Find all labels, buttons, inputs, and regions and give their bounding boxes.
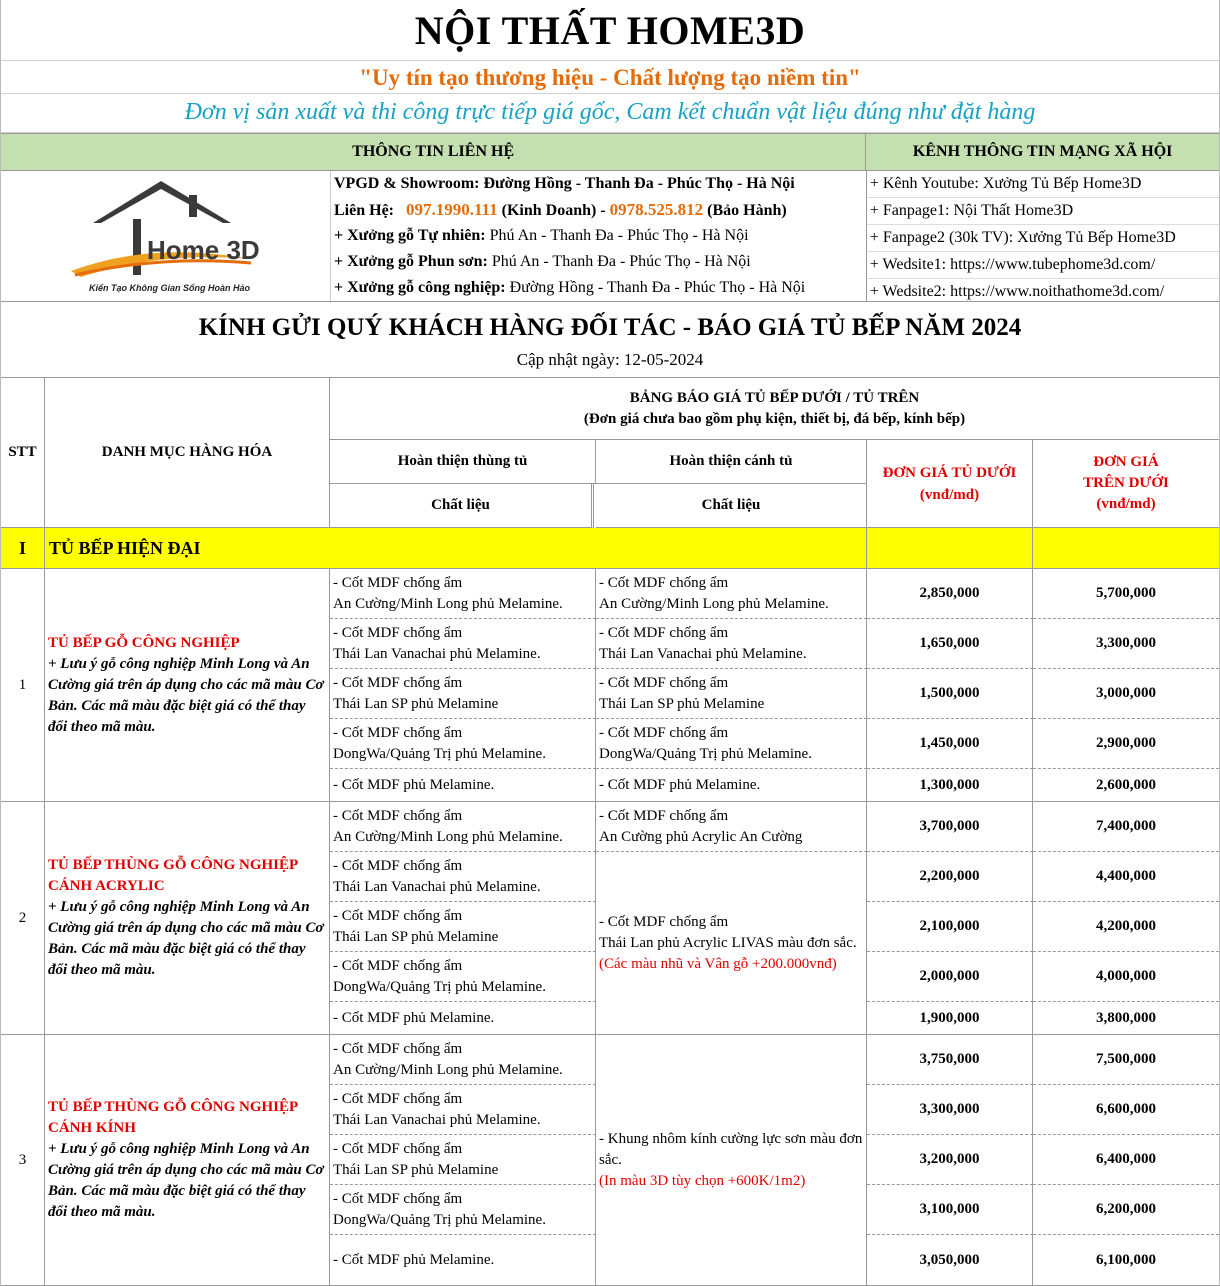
price-lower-cell: 1,450,000 bbox=[867, 719, 1033, 769]
section-empty-1 bbox=[867, 528, 1033, 569]
price-both-cell: 4,200,000 bbox=[1033, 902, 1219, 952]
price-both-cell: 6,100,000 bbox=[1033, 1235, 1219, 1286]
warranty-phone[interactable]: 0978.525.812 bbox=[609, 200, 704, 219]
social-heading: KÊNH THÔNG TIN MẠNG XÃ HỘI bbox=[912, 143, 1173, 160]
price-lower-cell: 2,100,000 bbox=[867, 902, 1033, 952]
price-lower-cell: 1,900,000 bbox=[867, 1002, 1033, 1035]
social-youtube[interactable]: + Kênh Youtube: Xưởng Tủ Bếp Home3D bbox=[867, 171, 1219, 198]
col-door-material: Chất liệu bbox=[596, 484, 867, 528]
brand-title: NỘI THẤT HOME3D bbox=[1, 0, 1219, 61]
contact-info bbox=[331, 171, 867, 301]
price-lower-cell: 3,200,000 bbox=[867, 1135, 1033, 1185]
price-both-cell: 6,600,000 bbox=[1033, 1085, 1219, 1135]
social-links bbox=[867, 171, 1219, 301]
group-header: BẢNG BÁO GIÁ TỦ BẾP DƯỚI / TỦ TRÊN (Đơn giá chưa bao gồm phụ kiện, thiết bị, đá bếp, kính bếp) bbox=[330, 378, 1219, 440]
price-lower-cell: 3,300,000 bbox=[867, 1085, 1033, 1135]
col-price-both: ĐƠN GIÁ TRÊN DƯỚI (vnđ/md) bbox=[1033, 440, 1219, 528]
svg-text:Home 3D: Home 3D bbox=[147, 235, 260, 265]
door-material-merged: - Cốt MDF chống ẩm Thái Lan phủ Acrylic LIVAS màu đơn sắc. (Các màu nhũ và Vân gỗ +200.000vnđ) bbox=[596, 852, 867, 1035]
workshop-paint: + Xưởng gỗ Phun sơn: Phú An - Thanh Đa - Phúc Thọ - Hà Nội bbox=[334, 253, 751, 270]
social-website1[interactable]: + Wedsite1: https://www.tubephome3d.com/ bbox=[867, 252, 1219, 279]
price-both-cell: 4,400,000 bbox=[1033, 852, 1219, 902]
showroom-address: VPGD & Showroom: Đường Hồng - Thanh Đa - Phúc Thọ - Hà Nội bbox=[334, 175, 795, 192]
social-website2[interactable]: + Wedsite2: https://www.noithathome3d.com/ bbox=[869, 283, 1165, 300]
group-stt: 3 bbox=[1, 1035, 45, 1286]
slogan: "Uy tín tạo thương hiệu - Chất lượng tạo niềm tin" bbox=[1, 61, 1219, 94]
company-description: Đơn vị sản xuất và thi công trực tiếp giá gốc, Cam kết chuẩn vật liệu đúng như đặt hàng bbox=[1, 94, 1219, 133]
price-lower-cell: 3,100,000 bbox=[867, 1185, 1033, 1235]
body-material-cell: - Cốt MDF chống ẩm An Cường/Minh Long phủ Melamine. bbox=[330, 802, 596, 852]
body-material-cell: - Cốt MDF chống ẩm Thái Lan SP phủ Melamine bbox=[330, 669, 596, 719]
price-lower-cell: 1,300,000 bbox=[867, 769, 1033, 802]
col-category: DANH MỤC HÀNG HÓA bbox=[45, 378, 330, 528]
workshop-industrial: + Xưởng gỗ công nghiệp: Đường Hồng - Thanh Đa - Phúc Thọ - Hà Nội bbox=[334, 279, 806, 296]
body-material-cell: - Cốt MDF chống ẩm Thái Lan Vanachai phủ Melamine. bbox=[330, 619, 596, 669]
price-lower-cell: 2,850,000 bbox=[867, 569, 1033, 619]
group-category: TỦ BẾP GỖ CÔNG NGHIỆP + Lưu ý gỗ công nghiệp Minh Long và An Cường giá trên áp dụng cho các mã màu Cơ Bản. Các mã màu đặc biệt giá có thể thay đổi theo mã màu. bbox=[45, 569, 330, 802]
body-material-cell: - Cốt MDF phủ Melamine. bbox=[330, 769, 596, 802]
social-fanpage2[interactable]: + Fanpage2 (30k TV): Xưởng Tủ Bếp Home3D bbox=[867, 225, 1219, 252]
col-body-finish: Hoàn thiện thùng tủ bbox=[330, 440, 596, 484]
col-door-finish: Hoàn thiện cánh tủ bbox=[596, 440, 867, 484]
section-number: I bbox=[1, 528, 45, 569]
price-lower-cell: 3,050,000 bbox=[867, 1235, 1033, 1286]
svg-text:Kiến Tạo Không Gian Sống Hoàn: Kiến Tạo Không Gian Sống Hoàn Hảo bbox=[89, 283, 250, 293]
social-fanpage1[interactable]: + Fanpage1: Nội Thất Home3D bbox=[867, 198, 1219, 225]
body-material-cell: - Cốt MDF chống ẩm Thái Lan SP phủ Melamine bbox=[330, 1135, 596, 1185]
col-price-lower: ĐƠN GIÁ TỦ DƯỚI (vnđ/md) bbox=[867, 440, 1033, 528]
price-both-cell: 5,700,000 bbox=[1033, 569, 1219, 619]
contact-body bbox=[1, 171, 1219, 302]
price-both-cell: 3,800,000 bbox=[1033, 1002, 1219, 1035]
price-both-cell: 3,300,000 bbox=[1033, 619, 1219, 669]
contact-heading: THÔNG TIN LIÊN HỆ bbox=[1, 134, 866, 170]
body-material-cell: - Cốt MDF chống ẩm An Cường/Minh Long phủ Melamine. bbox=[330, 1035, 596, 1085]
door-material-cell: - Cốt MDF chống ẩm An Cường phủ Acrylic An Cường bbox=[596, 802, 867, 852]
body-material-cell: - Cốt MDF chống ẩm DongWa/Quảng Trị phủ Melamine. bbox=[330, 952, 596, 1002]
price-table bbox=[1, 378, 1219, 1286]
body-material-cell: - Cốt MDF chống ẩm Thái Lan Vanachai phủ Melamine. bbox=[330, 852, 596, 902]
door-material-cell: - Cốt MDF chống ẩm Thái Lan SP phủ Melamine bbox=[596, 669, 867, 719]
updated-date: Cập nhật ngày: 12-05-2024 bbox=[1, 347, 1219, 378]
price-lower-cell: 1,650,000 bbox=[867, 619, 1033, 669]
price-both-cell: 7,500,000 bbox=[1033, 1035, 1219, 1085]
body-material-cell: - Cốt MDF phủ Melamine. bbox=[330, 1235, 596, 1286]
contact-header-row bbox=[1, 133, 1219, 171]
body-material-cell: - Cốt MDF chống ẩm DongWa/Quảng Trị phủ Melamine. bbox=[330, 719, 596, 769]
col-stt: STT bbox=[1, 378, 45, 528]
door-material-cell: - Cốt MDF chống ẩm DongWa/Quảng Trị phủ Melamine. bbox=[596, 719, 867, 769]
section-empty-2 bbox=[1033, 528, 1219, 569]
price-both-cell: 2,900,000 bbox=[1033, 719, 1219, 769]
door-material-cell: - Cốt MDF phủ Melamine. bbox=[596, 769, 867, 802]
col-body-material: Chất liệu bbox=[330, 484, 594, 528]
body-material-cell: - Cốt MDF phủ Melamine. bbox=[330, 1002, 596, 1035]
quote-title: KÍNH GỬI QUÝ KHÁCH HÀNG ĐỐI TÁC - BÁO GIÁ TỦ BẾP NĂM 2024 bbox=[198, 314, 1022, 341]
price-lower-cell: 2,200,000 bbox=[867, 852, 1033, 902]
body-material-cell: - Cốt MDF chống ẩm Thái Lan SP phủ Melamine bbox=[330, 902, 596, 952]
door-material-merged: - Khung nhôm kính cường lực sơn màu đơn sắc. (In màu 3D tùy chọn +600K/1m2) bbox=[596, 1035, 867, 1286]
company-logo bbox=[1, 171, 331, 301]
phone-line: Liên Hệ: 097.1990.111 (Kinh Doanh) - 0978.525.812 (Bảo Hành) bbox=[334, 200, 787, 219]
body-material-cell: - Cốt MDF chống ẩm An Cường/Minh Long phủ Melamine. bbox=[330, 569, 596, 619]
section-name: TỦ BẾP HIỆN ĐẠI bbox=[45, 528, 867, 569]
price-both-cell: 2,600,000 bbox=[1033, 769, 1219, 802]
workshop-natural: + Xưởng gỗ Tự nhiên: Phú An - Thanh Đa - Phúc Thọ - Hà Nội bbox=[334, 227, 749, 244]
group-stt: 2 bbox=[1, 802, 45, 1035]
group-stt: 1 bbox=[1, 569, 45, 802]
price-both-cell: 6,200,000 bbox=[1033, 1185, 1219, 1235]
price-both-cell: 4,000,000 bbox=[1033, 952, 1219, 1002]
price-lower-cell: 3,700,000 bbox=[867, 802, 1033, 852]
price-both-cell: 7,400,000 bbox=[1033, 802, 1219, 852]
sales-phone[interactable]: 097.1990.111 bbox=[406, 200, 498, 219]
house-logo-icon bbox=[1, 171, 330, 301]
door-material-cell: - Cốt MDF chống ẩm Thái Lan Vanachai phủ Melamine. bbox=[596, 619, 867, 669]
body-material-cell: - Cốt MDF chống ẩm DongWa/Quảng Trị phủ Melamine. bbox=[330, 1185, 596, 1235]
price-lower-cell: 3,750,000 bbox=[867, 1035, 1033, 1085]
door-material-cell: - Cốt MDF chống ẩm An Cường/Minh Long phủ Melamine. bbox=[596, 569, 867, 619]
price-both-cell: 6,400,000 bbox=[1033, 1135, 1219, 1185]
price-both-cell: 3,000,000 bbox=[1033, 669, 1219, 719]
price-lower-cell: 1,500,000 bbox=[867, 669, 1033, 719]
group-category: TỦ BẾP THÙNG GỖ CÔNG NGHIỆP CÁNH ACRYLIC + Lưu ý gỗ công nghiệp Minh Long và An Cường giá trên áp dụng cho các mã màu Cơ Bản. Các mã màu đặc biệt giá có thể thay đổi theo mã màu. bbox=[45, 802, 330, 1035]
body-material-cell: - Cốt MDF chống ẩm Thái Lan Vanachai phủ Melamine. bbox=[330, 1085, 596, 1135]
group-category: TỦ BẾP THÙNG GỖ CÔNG NGHIỆP CÁNH KÍNH + Lưu ý gỗ công nghiệp Minh Long và An Cường giá trên áp dụng cho các mã màu Cơ Bản. Các mã màu đặc biệt giá có thể thay đổi theo mã màu. bbox=[45, 1035, 330, 1286]
price-lower-cell: 2,000,000 bbox=[867, 952, 1033, 1002]
